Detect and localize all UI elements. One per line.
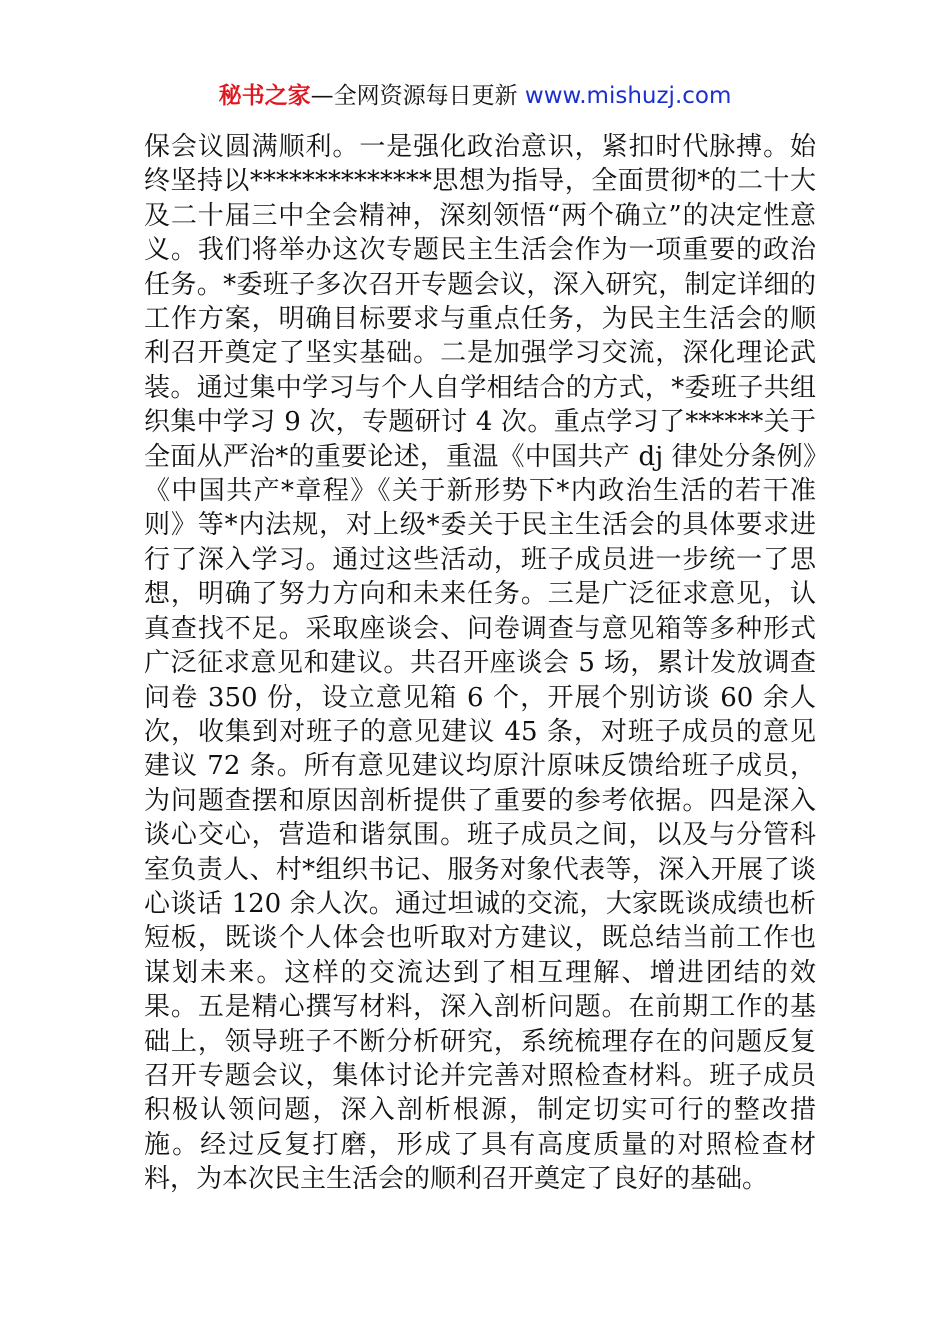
- site-brand: 秘书之家: [218, 83, 311, 109]
- site-tagline: —全网资源每日更新: [310, 83, 525, 109]
- site-header: [0, 80, 950, 112]
- site-url-link[interactable]: www.mishuzj.com: [524, 83, 732, 109]
- document-body-paragraph: 保会议圆满顺利。一是强化政治意识，紧扣时代脉搏。始终坚持以**************思想为指导，全面贯彻*的二十大及二十届三中全会精神，深刻领悟“两个确立”的决定性意义。我们将举办这次专题民主生活会作为一项重要的政治任务。*委班子多次召开专题会议，深入研究，制定详细的工作方案，明确目标要求与重点任务，为民主生活会的顺利召开奠定了坚实基础。二是加强学习交流，深化理论武装。通过集中学习与个人自学相结合的方式，*委班子共组织集中学习 9 次，专题研讨 4 次。重点学习了******关于全面从严治*的重要论述，重温《中国共产 dj 律处分条例》《中国共产*章程》《关于新形势下*内政治生活的若干准则》等*内法规，对上级*委关于民主生活会的具体要求进行了深入学习。通过这些活动，班子成员进一步统一了思想，明确了努力方向和未来任务。三是广泛征求意见，认真查找不足。采取座谈会、问卷调查与意见箱等多种形式广泛征求意见和建议。共召开座谈会 5 场，累计发放调查问卷 350 份，设立意见箱 6 个，开展个别访谈 60 余人次，收集到对班子的意见建议 45 条，对班子成员的意见建议 72 条。所有意见建议均原汁原味反馈给班子成员，为问题查摆和原因剖析提供了重要的参考依据。四是深入谈心交心，营造和谐氛围。班子成员之间，以及与分管科室负责人、村*组织书记、服务对象代表等，深入开展了谈心谈话 120 余人次。通过坦诚的交流，大家既谈成绩也析短板，既谈个人体会也听取对方建议，既总结当前工作也谋划未来。这样的交流达到了相互理解、增进团结的效果。五是精心撰写材料，深入剖析问题。在前期工作的基础上，领导班子不断分析研究，系统梳理存在的问题反复召开专题会议，集体讨论并完善对照检查材料。班子成员积极认领问题，深入剖析根源，制定切实可行的整改措施。经过反复打磨，形成了具有高度质量的对照检查材料，为本次民主生活会的顺利召开奠定了良好的基础。: [144, 132, 816, 1195]
